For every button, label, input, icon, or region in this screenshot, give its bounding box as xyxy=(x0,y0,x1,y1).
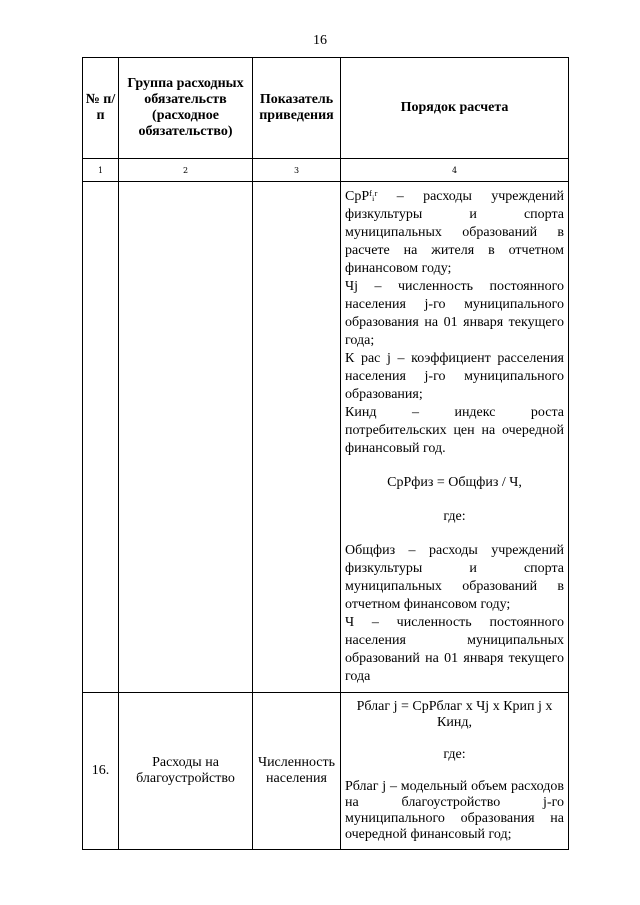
where-label-16: где: xyxy=(443,747,466,762)
cell-calculation xyxy=(341,182,569,693)
definition-k-ras: К раc j – коэффициент расселения населения j-го муниципального образования; xyxy=(345,351,564,402)
header-number: № п/п xyxy=(83,58,119,159)
page-number: 16 xyxy=(313,33,327,48)
cell-number-empty xyxy=(83,182,119,693)
index-row xyxy=(83,159,569,182)
cell-number-16: 16. xyxy=(83,693,119,850)
table-row-16 xyxy=(83,693,569,850)
header-indicator: Показатель приведения xyxy=(253,58,341,159)
header-row xyxy=(83,58,569,159)
definition-obsch-fiz: Общфиз – расходы учреждений физкультуры и спорта муниципальных образований в отчетном финансовом году; xyxy=(345,543,564,612)
header-calculation: Порядок расчета xyxy=(341,58,569,159)
index-4: 4 xyxy=(341,159,569,182)
cell-indicator-16: Численность населения xyxy=(253,693,341,850)
cell-indicator-empty xyxy=(253,182,341,693)
cell-group-empty xyxy=(119,182,253,693)
index-3: 3 xyxy=(253,159,341,182)
index-1: 1 xyxy=(83,159,119,182)
formula-r-blag: Рблаг j = СрРблаг х Чj х Крип j х Кинд, xyxy=(356,699,553,730)
definition-r-blag: Рблаг j – модельный объем расходов на благоустройство j-го муниципального образования на очередной финансовый год; xyxy=(345,779,564,842)
definition-ch: Ч – численность постоянного населения муниципальных образований на 01 января текущего года xyxy=(345,615,564,684)
header-group: Группа расходных обязательств (расходное обязательство) xyxy=(119,58,253,159)
formula-srr-fiz: СрРфиз = Общфиз / Ч, xyxy=(387,475,522,490)
cell-group-16: Расходы на благоустройство xyxy=(119,693,253,850)
definition-srr-fiz: СрРᶠᵢʳ – расходы учреждений физкультуры и спорта муниципальных образований в расчете на жителя в отчетном финансовом году; xyxy=(345,189,564,276)
table-row-continuation xyxy=(83,182,569,693)
index-2: 2 xyxy=(119,159,253,182)
definition-k-ind: Кинд – индекс роста потребительских цен на очередной финансовый год. xyxy=(345,405,564,456)
calculation-table xyxy=(82,57,569,850)
cell-calculation-16 xyxy=(341,693,569,850)
definition-ch-j: Чj – численность постоянного населения j-го муниципального образования на 01 января текущего года; xyxy=(345,279,564,348)
where-label: где: xyxy=(443,509,466,524)
